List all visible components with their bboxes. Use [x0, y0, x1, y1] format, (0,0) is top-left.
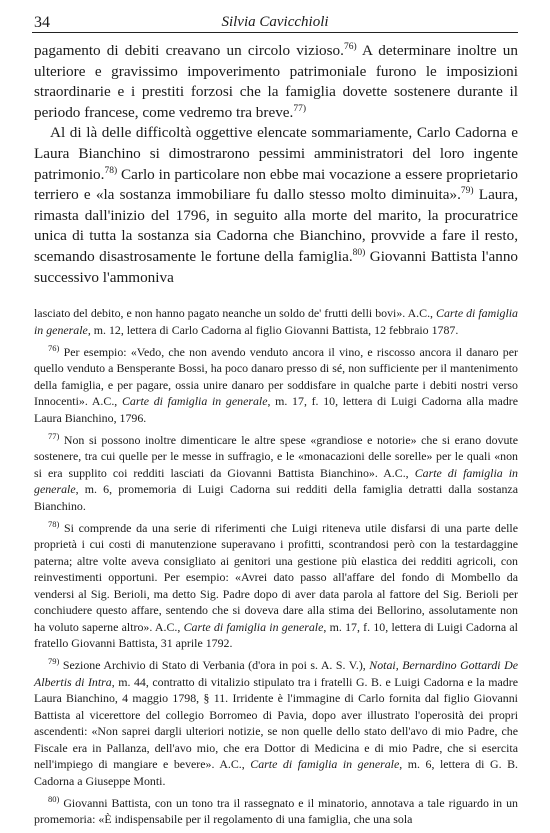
footnote-79: $^{79)}$ Sezione Archivio di Stato di Verbania (d'ora in poi s. A. S. V.), Notai, Bernardino Gottardi De Albertis di Intra, m. 44, contratto di vitalizio stipulato tra i fratelli G. B. e Luigi Cadorna e la madre Laura Bianchino, 4 maggio 1798, § 11. Irridente è l'immagine di Carlo fornita dal figlio Giovanni Battista al vicerettore del collegio Borromeo di Pavia, dopo aver illustrato l'operosità dei propri ascendenti: «Non saprei dargli ulteriori notizie, se non quelle dello stato dell'avo di mio Padre, che Fiscale era in Pallanza, dell'avo mio, che era Dottor di Medicina e di mio Padre, che si esercita nell'impiego di mangiare e bevere». A.C., Carte di famiglia in generale, m. 6, lettera di G. B. Cadorna a Giuseppe Monti.: [34, 656, 518, 788]
main-text: [34, 41, 518, 288]
footnote-continued: lasciato del debito, e non hanno pagato neanche un soldo de' frutti delli bovi». A.C., Carte di famiglia in generale, m. 12, lettera di Carlo Cadorna al figlio Giovanni Battista, 12 febbraio 1787.: [34, 306, 518, 337]
page-number: 34: [34, 14, 50, 31]
footnote-ref-78[interactable]: 78): [104, 165, 118, 176]
paragraph-1: pagamento di debiti creavano un circolo vizioso.$^{76)}$ A determinare inoltre un ulteriore e gravissimo impoverimento patrimoniale furono le imposizioni straordinarie e i prestiti forzosi che la famiglia dovette sostenere durante il periodo francese, come vedremo tra breve.$^{77)}$: [34, 41, 518, 121]
header-rule: [32, 32, 518, 33]
footnote-78: $^{78)}$ Si comprende da una serie di riferimenti che Luigi riteneva utile disfarsi di una parte delle proprietà i cui costi di manutenzione superavano i profitti, scontrandosi però con la testardaggine paterna; altre volte aveva consigliato ai genitori una gestione più elastica dei redditi agricoli, con reinvestimenti opportuni. Per esempio: «Avrei dato passo all'affare del fondo di Mombello da vendersi al Sig. Berioli, ma detto Sig. Padre dopo di aver data parola al fattore del Sig. Berioli per conchiudere questo affare, sentendo che si doveva dare alla stima dei Bellorino, assolutamente non ha voluto saperne altro». A.C., Carte di famiglia in generale, m. 17, f. 10, lettera di Luigi Cadorna al fratello Giovanni Battista, 31 aprile 1792.: [34, 518, 518, 650]
paragraph-2: Al di là delle difficoltà oggettive elencate sommariamente, Carlo Cadorna e Laura Bianchino si dimostrarono pessimi amministratori del loro ingente patrimonio.$^{78)}$ Carlo in particolare non ebbe mai vocazione a essere proprietario terriero e «la sostanza immobiliare fu dallo stesso molto diminuita».$^{79)}$ Laura, rimasta dall'inizio del 1796, in seguito alla morte del marito, la procuratrice unica di tutta la sostanza sia Cadorna che Bianchino, provvide a fare il resto, scemando disastrosamente le fortune della famiglia.$^{80)}$ Giovanni Battista l'anno successivo l'ammoniva: [34, 124, 519, 286]
footnote-number: 80): [48, 793, 60, 804]
footnote-number: 76): [48, 342, 60, 353]
footnote-number: 77): [48, 430, 60, 441]
footnote-ref-80[interactable]: 80): [352, 247, 366, 258]
footnote-ref-77[interactable]: 77): [293, 103, 306, 114]
footnotes: [34, 305, 518, 833]
footnote-80: $^{80)}$ Giovanni Battista, con un tono tra il rassegnato e il minatorio, annotava a tale riguardo in un promemoria: «È indispensabile per il regolamento di una famiglia, che una sola: [34, 793, 518, 826]
running-title: Silvia Cavicchioli: [221, 14, 329, 30]
footnote-76: $^{76)}$ Per esempio: «Vedo, che non avendo venduto ancora il vino, e riscosso ancora il danaro per quello venduto a Bensperante Bossi, ha poco danaro presso di sé, non sufficiente per il mantenimento della famiglia, e per pagare, ossia unire danaro per soddisfare in qualche parte i debiti nostri verso Innocenti». A.C., Carte di famiglia in generale, m. 17, f. 10, lettera di Luigi Cadorna alla madre Laura Bianchino, 1796.: [34, 342, 518, 425]
footnote-ref-76[interactable]: 76): [343, 41, 357, 52]
footnote-77: $^{77)}$ Non si possono inoltre dimenticare le altre spese «grandiose e notorie» che si erano dovute sostenere, tra cui quelle per le messe in suffragio, e le «monacazioni delle sorelle» per le quali «non si era supplito coi redditi lasciati da Giovanni Battista Bianchino». A.C., Carte di famiglia in generale, m. 6, promemoria di Luigi Cadorna sui redditi della famiglia detratti dalla sostanza Bianchino.: [34, 430, 518, 513]
footnote-number: 79): [48, 656, 60, 667]
footnote-ref-79[interactable]: 79): [460, 186, 474, 197]
footnote-number: 78): [48, 518, 60, 529]
